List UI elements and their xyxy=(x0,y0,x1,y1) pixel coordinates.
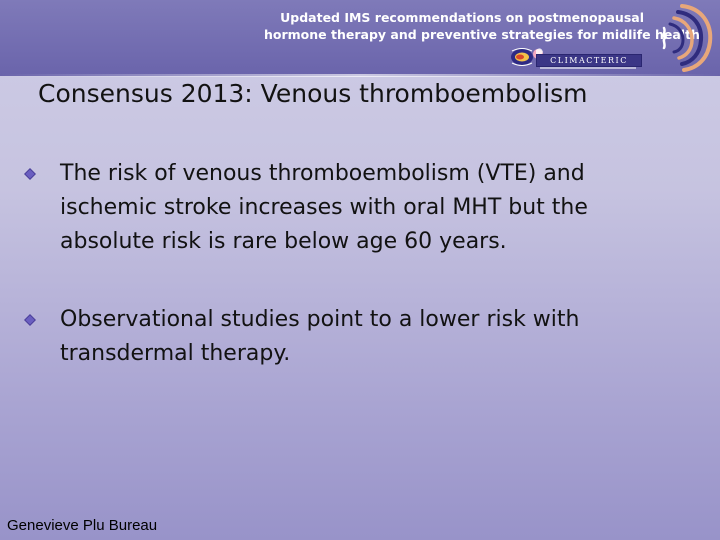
diamond-bullet-icon xyxy=(24,168,36,180)
diamond-bullet-icon xyxy=(24,314,36,326)
climacteric-logo-banner xyxy=(536,54,642,67)
header-title-line-2: hormone therapy and preventive strategies for midlife health xyxy=(264,27,700,42)
bullet-item-transdermal xyxy=(38,303,678,371)
ims-profile-logo-icon xyxy=(652,2,716,74)
bullet-text-vte-risk: The risk of venous thromboembolism (VTE) and ischemic stroke increases with oral MHT but the absolute risk is rare below age 60 years. xyxy=(60,161,588,254)
slide-header-band xyxy=(0,0,720,76)
bullet-item-vte-risk xyxy=(38,157,678,259)
bullet-list xyxy=(38,157,678,371)
header-title-line-1: Updated IMS recommendations on postmenopausal xyxy=(280,10,644,25)
climacteric-logo-icon xyxy=(510,42,642,72)
footer-author: Genevieve Plu Bureau xyxy=(7,517,158,534)
climacteric-logo-subline xyxy=(540,67,636,69)
slide-title: Consensus 2013: Venous thromboembolism xyxy=(38,79,588,108)
climacteric-logo-text: CLIMACTERIC xyxy=(550,56,628,65)
bullet-text-transdermal: Observational studies point to a lower risk with transdermal therapy. xyxy=(60,307,580,366)
header-title xyxy=(264,9,700,43)
